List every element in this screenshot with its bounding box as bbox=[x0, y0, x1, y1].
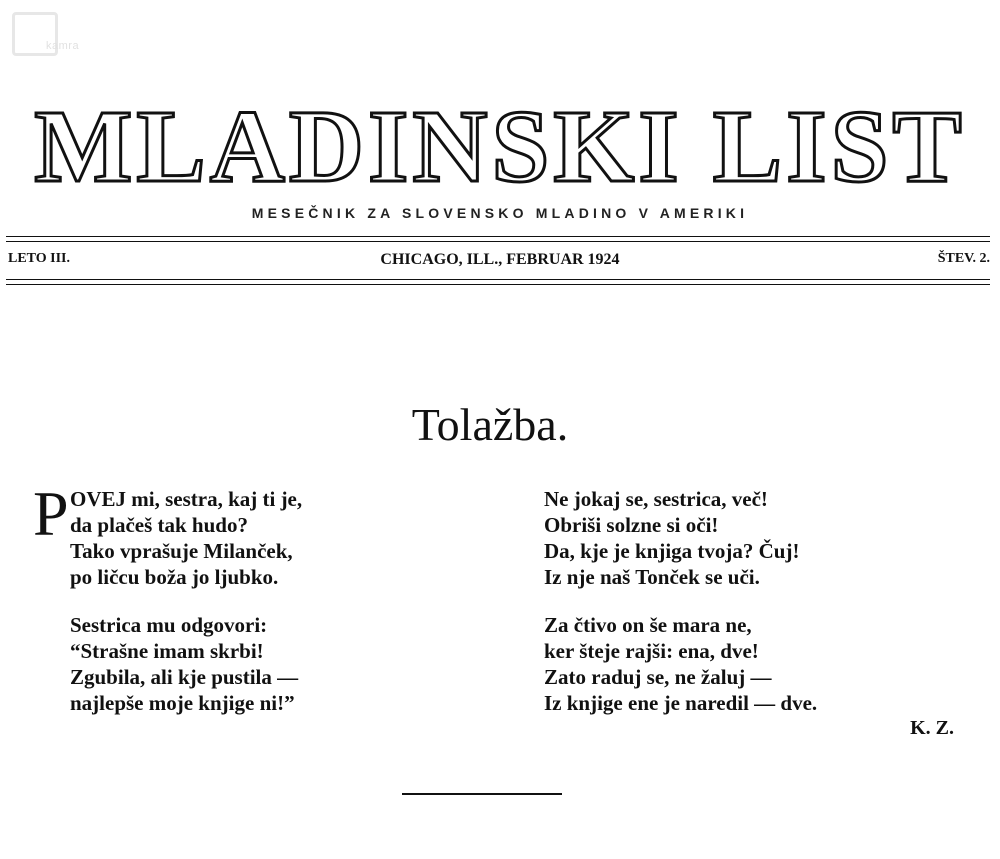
issue-volume: LETO III. bbox=[8, 251, 70, 266]
masthead-subtitle: MESEČNIK ZA SLOVENSKO MLADINO V AMERIKI bbox=[251, 205, 749, 221]
author-signature: K. Z. bbox=[910, 717, 954, 739]
stanza-1 bbox=[70, 486, 302, 590]
poem-line: Zgubila, ali kje pustila — bbox=[70, 665, 299, 689]
end-rule bbox=[402, 793, 562, 795]
masthead-title: MLADINSKI LIST bbox=[34, 89, 966, 204]
drop-cap: P bbox=[33, 478, 69, 549]
library-logo-icon bbox=[8, 10, 116, 56]
poem-line: Da, kje je knjiga tvoja? Čuj! bbox=[544, 539, 800, 563]
bottom-rule bbox=[6, 279, 990, 280]
bottom-rule-double bbox=[6, 284, 990, 285]
issue-place-date: CHICAGO, ILL., FEBRUAR 1924 bbox=[380, 251, 620, 268]
poem-line: ker šteje rajši: ena, dve! bbox=[544, 639, 759, 663]
poem-line: “Strašne imam skrbi! bbox=[70, 639, 264, 663]
stanza-2 bbox=[70, 612, 298, 716]
stanza-4 bbox=[544, 612, 817, 716]
poem-line: po ličcu boža jo ljubko. bbox=[70, 565, 279, 589]
poem-line: Iz knjige ene je naredil — dve. bbox=[544, 691, 818, 715]
poem-line: Sestrica mu odgovori: bbox=[70, 613, 268, 637]
poem-line: Tako vprašuje Milanček, bbox=[70, 539, 293, 563]
top-rule-double bbox=[6, 241, 990, 242]
poem-line: OVEJ mi, sestra, kaj ti je, bbox=[70, 487, 303, 511]
top-rule bbox=[6, 236, 990, 237]
issue-number: ŠTEV. 2. bbox=[937, 251, 990, 266]
poem-title: Tolažba. bbox=[411, 399, 569, 450]
watermark-text: kamra bbox=[46, 40, 80, 52]
stanza-3 bbox=[544, 486, 799, 590]
poem-line: Iz nje naš Tonček se uči. bbox=[544, 565, 760, 589]
poem-line: Ne jokaj se, sestrica, več! bbox=[544, 487, 768, 511]
poem-line: najlepše moje knjige ni!” bbox=[70, 691, 295, 715]
poem-line: da plačeš tak hudo? bbox=[70, 513, 248, 537]
poem-line: Za čtivo on še mara ne, bbox=[544, 613, 752, 637]
poem-line: Zato raduj se, ne žaluj — bbox=[544, 665, 772, 689]
poem-line: Obriši solzne si oči! bbox=[544, 513, 719, 537]
